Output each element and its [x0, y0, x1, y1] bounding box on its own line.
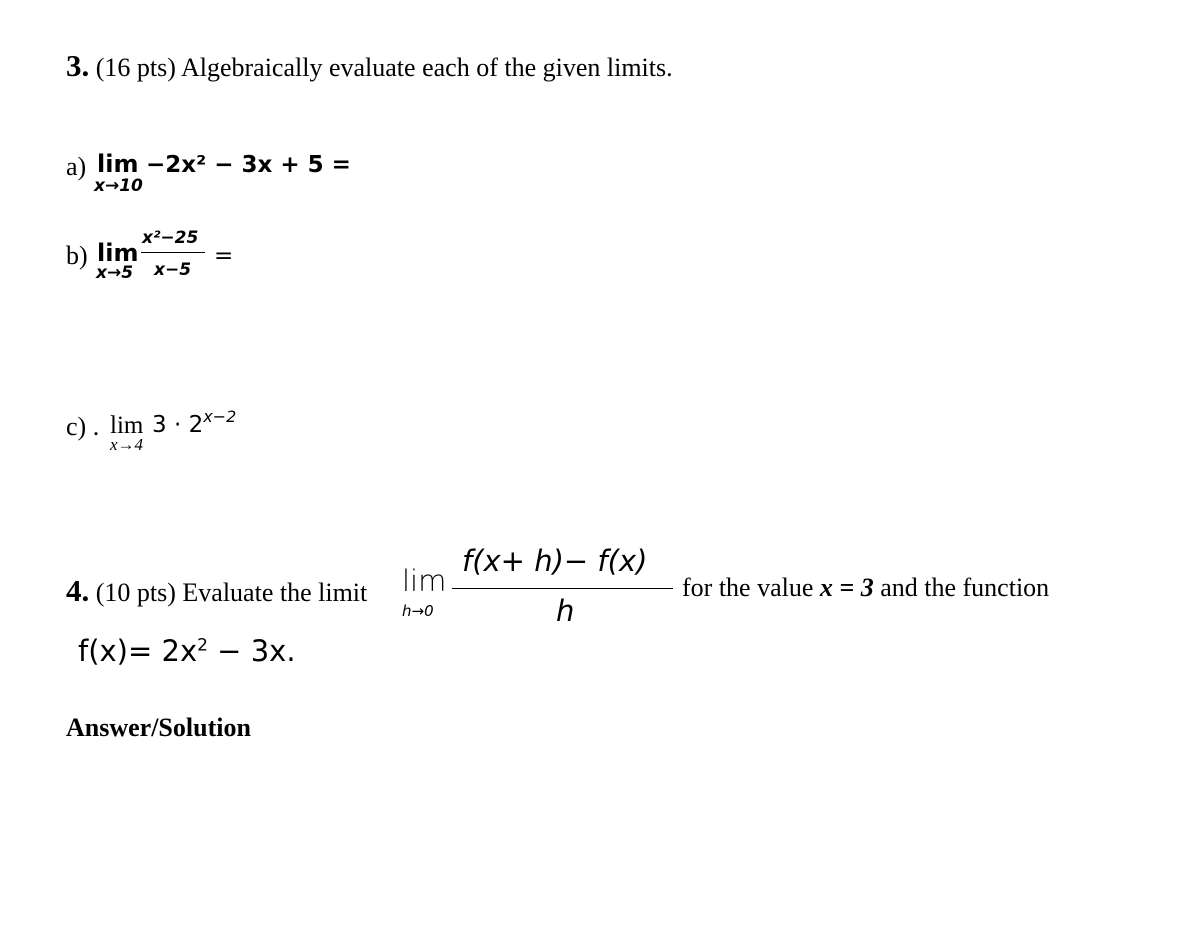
part-a-lim: lim: [97, 150, 139, 178]
problem-4-condition: [682, 573, 1049, 603]
part-c-expression: [152, 407, 237, 438]
problem-4-heading: [66, 573, 367, 609]
part-c-base: 3 · 2: [152, 412, 204, 438]
part-b-denominator: x−5: [154, 260, 192, 280]
part-c-lim-subscript: x→4: [110, 435, 144, 454]
problem-4-function-pre: f(x)= 2x: [78, 634, 198, 668]
problem-4-text: (10 pts) Evaluate the limit: [89, 578, 368, 607]
problem-4-function: [78, 634, 296, 668]
problem-4-numerator: f(x+ h)− f(x): [462, 544, 648, 578]
part-a-lim-subscript: x→10: [94, 176, 143, 196]
problem-4-tail-var: x = 3: [819, 573, 874, 602]
part-b-lim: lim: [97, 239, 139, 267]
problem-4-fraction-bar: [452, 588, 673, 589]
part-c-lim: lim: [110, 412, 144, 439]
part-b-fraction-bar: [141, 252, 205, 253]
part-b-lim-subscript: x→5: [96, 263, 134, 283]
part-c-label: c) .: [66, 412, 100, 441]
part-a-expression: −2x² − 3x + 5 =: [146, 152, 351, 178]
problem-3-text: (16 pts) Algebraically evaluate each of the given limits.: [89, 53, 673, 82]
problem-4-function-post: − 3x.: [207, 634, 296, 668]
part-b-numerator: x²−25: [142, 228, 199, 248]
answer-solution-heading: Answer/Solution: [66, 713, 251, 742]
problem-4-tail-pre: for the value: [682, 573, 820, 602]
part-a-label: a): [66, 152, 87, 181]
problem-3-number: 3.: [66, 48, 90, 83]
part-b-label: b): [66, 241, 88, 270]
problem-4-lim-subscript: h→0: [402, 602, 434, 620]
problem-4-denominator: h: [556, 594, 575, 628]
problem-4-tail-post: and the function: [873, 573, 1050, 602]
problem-4-function-exponent: 2: [197, 635, 208, 656]
part-b-equals: =: [214, 243, 234, 269]
problem-4-number: 4.: [66, 573, 90, 608]
problem-3-heading: [66, 48, 673, 84]
problem-4-lim: lim: [402, 564, 447, 598]
part-c-exponent: x−2: [203, 407, 237, 426]
